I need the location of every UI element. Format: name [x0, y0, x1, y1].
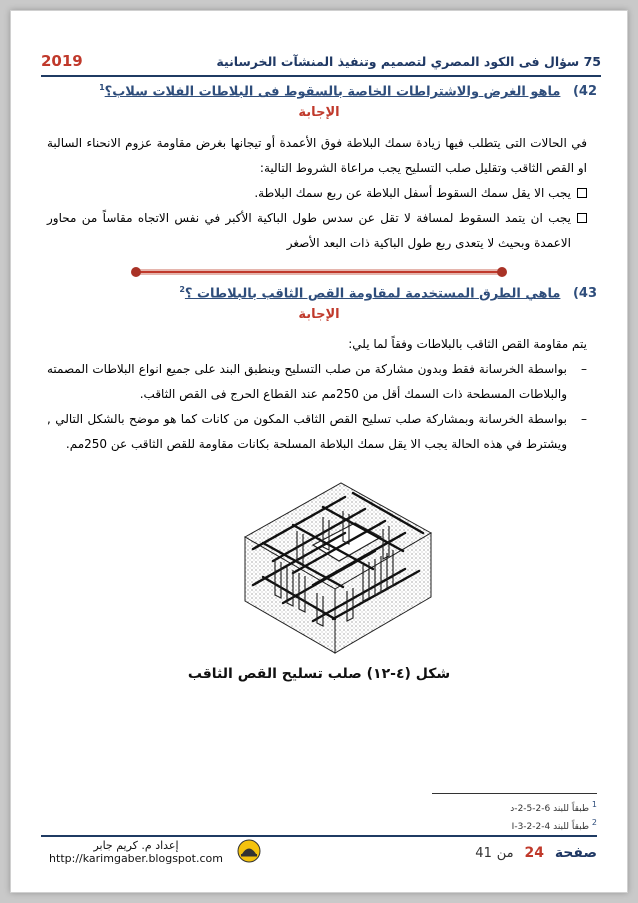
question-43 [41, 285, 597, 301]
helmet-logo-icon [237, 839, 261, 863]
divider-dot-left [131, 267, 141, 277]
answer-43-bullet [47, 407, 587, 457]
footnote-number: 1 [591, 800, 597, 809]
page-header [41, 47, 601, 77]
page-footer [41, 835, 597, 875]
divider-bar [139, 269, 499, 275]
header-year: 2019 [41, 52, 83, 70]
page-current: 24 [524, 845, 544, 861]
answer-42-bullet-text: يجب ان يتمد السقوط لمسافة لا تقل عن سدس طول الباكية الأكبر في نفس الاتجاه مقاساً من محاور الاعمدة وبحيث لا يتعدى ربع طول الباكية ذات البعد الأصغر [47, 211, 571, 250]
author-name: إعداد م. كريم جابر [93, 839, 179, 852]
question-43-footnote-ref: 2 [179, 285, 185, 294]
answer-42-intro: في الحالات التى يتطلب فيها زيادة سمك البلاطة فوق الأعمدة أو تيجانها بغرض مقاومة عزوم الانحناء السالبة او القص الثاقب وتقليل صلب التسليح يجب مراعاة الشروط التالية: [47, 136, 587, 175]
dash-bullet-icon: – [581, 362, 587, 376]
divider-dot-right [497, 267, 507, 277]
document-page [10, 10, 628, 893]
page-number [475, 845, 597, 861]
answer-43-label: الإجابة [298, 307, 340, 322]
dash-bullet-icon: – [581, 412, 587, 426]
footnote [432, 798, 597, 816]
footnote [432, 816, 597, 834]
checkbox-bullet-icon [577, 188, 587, 198]
question-43-text: ماهي الطرق المستخدمة لمقاومة القص الثاقب بالبلاطات ؟ [184, 286, 561, 302]
answer-42-bullet [47, 181, 587, 206]
footnote-text: طبقاً للبند 4-2-2-3-I [511, 822, 590, 832]
answer-43-intro: يتم مقاومة القص الثاقب بالبلاطات وفقاً لما يلي: [348, 337, 587, 351]
author-block [41, 839, 231, 865]
question-42-footnote-ref: 1 [99, 83, 105, 92]
answer-42-bullet-text: يجب الا يقل سمك السقوط أسفل البلاطة عن ربع سمك البلاطة. [254, 186, 571, 200]
punching-shear-reinforcement-figure [223, 473, 439, 659]
answer-43-bullet-text: بواسطة الخرسانة وبمشاركة صلب تسليح القص الثاقب المكون من كانات كما هو موضح بالشكل التالي , ويشترط في هذه الحالة يجب الا يقل سمك البلاطة المسلحة بكانات مقاومة للقص الثاقب عن 250مم. [47, 412, 567, 451]
checkbox-bullet-icon [577, 213, 587, 223]
header-title: 75 سؤال فى الكود المصري لتصميم وتنفيذ المنشآت الخرسانية [216, 53, 601, 69]
footnotes [432, 793, 597, 834]
answer-42-bullet [47, 206, 587, 256]
question-42 [41, 83, 597, 99]
question-42-text: ماهو الغرض والاشتراطات الخاصة بالسقوط فى البلاطات الفلات سلاب؟ [104, 84, 561, 100]
answer-42-label: الإجابة [298, 105, 340, 120]
figure-caption: شكل (٤-١٢) صلب تسليح القص الثاقب [187, 666, 451, 682]
answer-43-body [47, 332, 587, 457]
page-of: من [496, 846, 514, 861]
question-42-number: 42) [572, 84, 597, 100]
author-url-link[interactable]: http://karimgaber.blogspot.com [49, 852, 223, 865]
page-total: 41 [475, 846, 492, 861]
answer-43-bullet-text: بواسطة الخرسانة فقط وبدون مشاركة من صلب التسليح وينطبق البند على جميع انواع البلاطات المصمته والبلاطات المسطحة ذات السمك أقل من 250مم عند القطاع الحرج فى القص الثاقب. [47, 362, 567, 401]
answer-43-bullet [47, 357, 587, 407]
footnote-text: طبقاً للبند 6-2-5-2-د [510, 804, 590, 814]
answer-42-body [47, 131, 587, 256]
page-label: صفحة [554, 845, 597, 861]
question-43-number: 43) [572, 286, 597, 302]
footnote-number: 2 [591, 818, 597, 827]
section-divider [131, 267, 507, 277]
